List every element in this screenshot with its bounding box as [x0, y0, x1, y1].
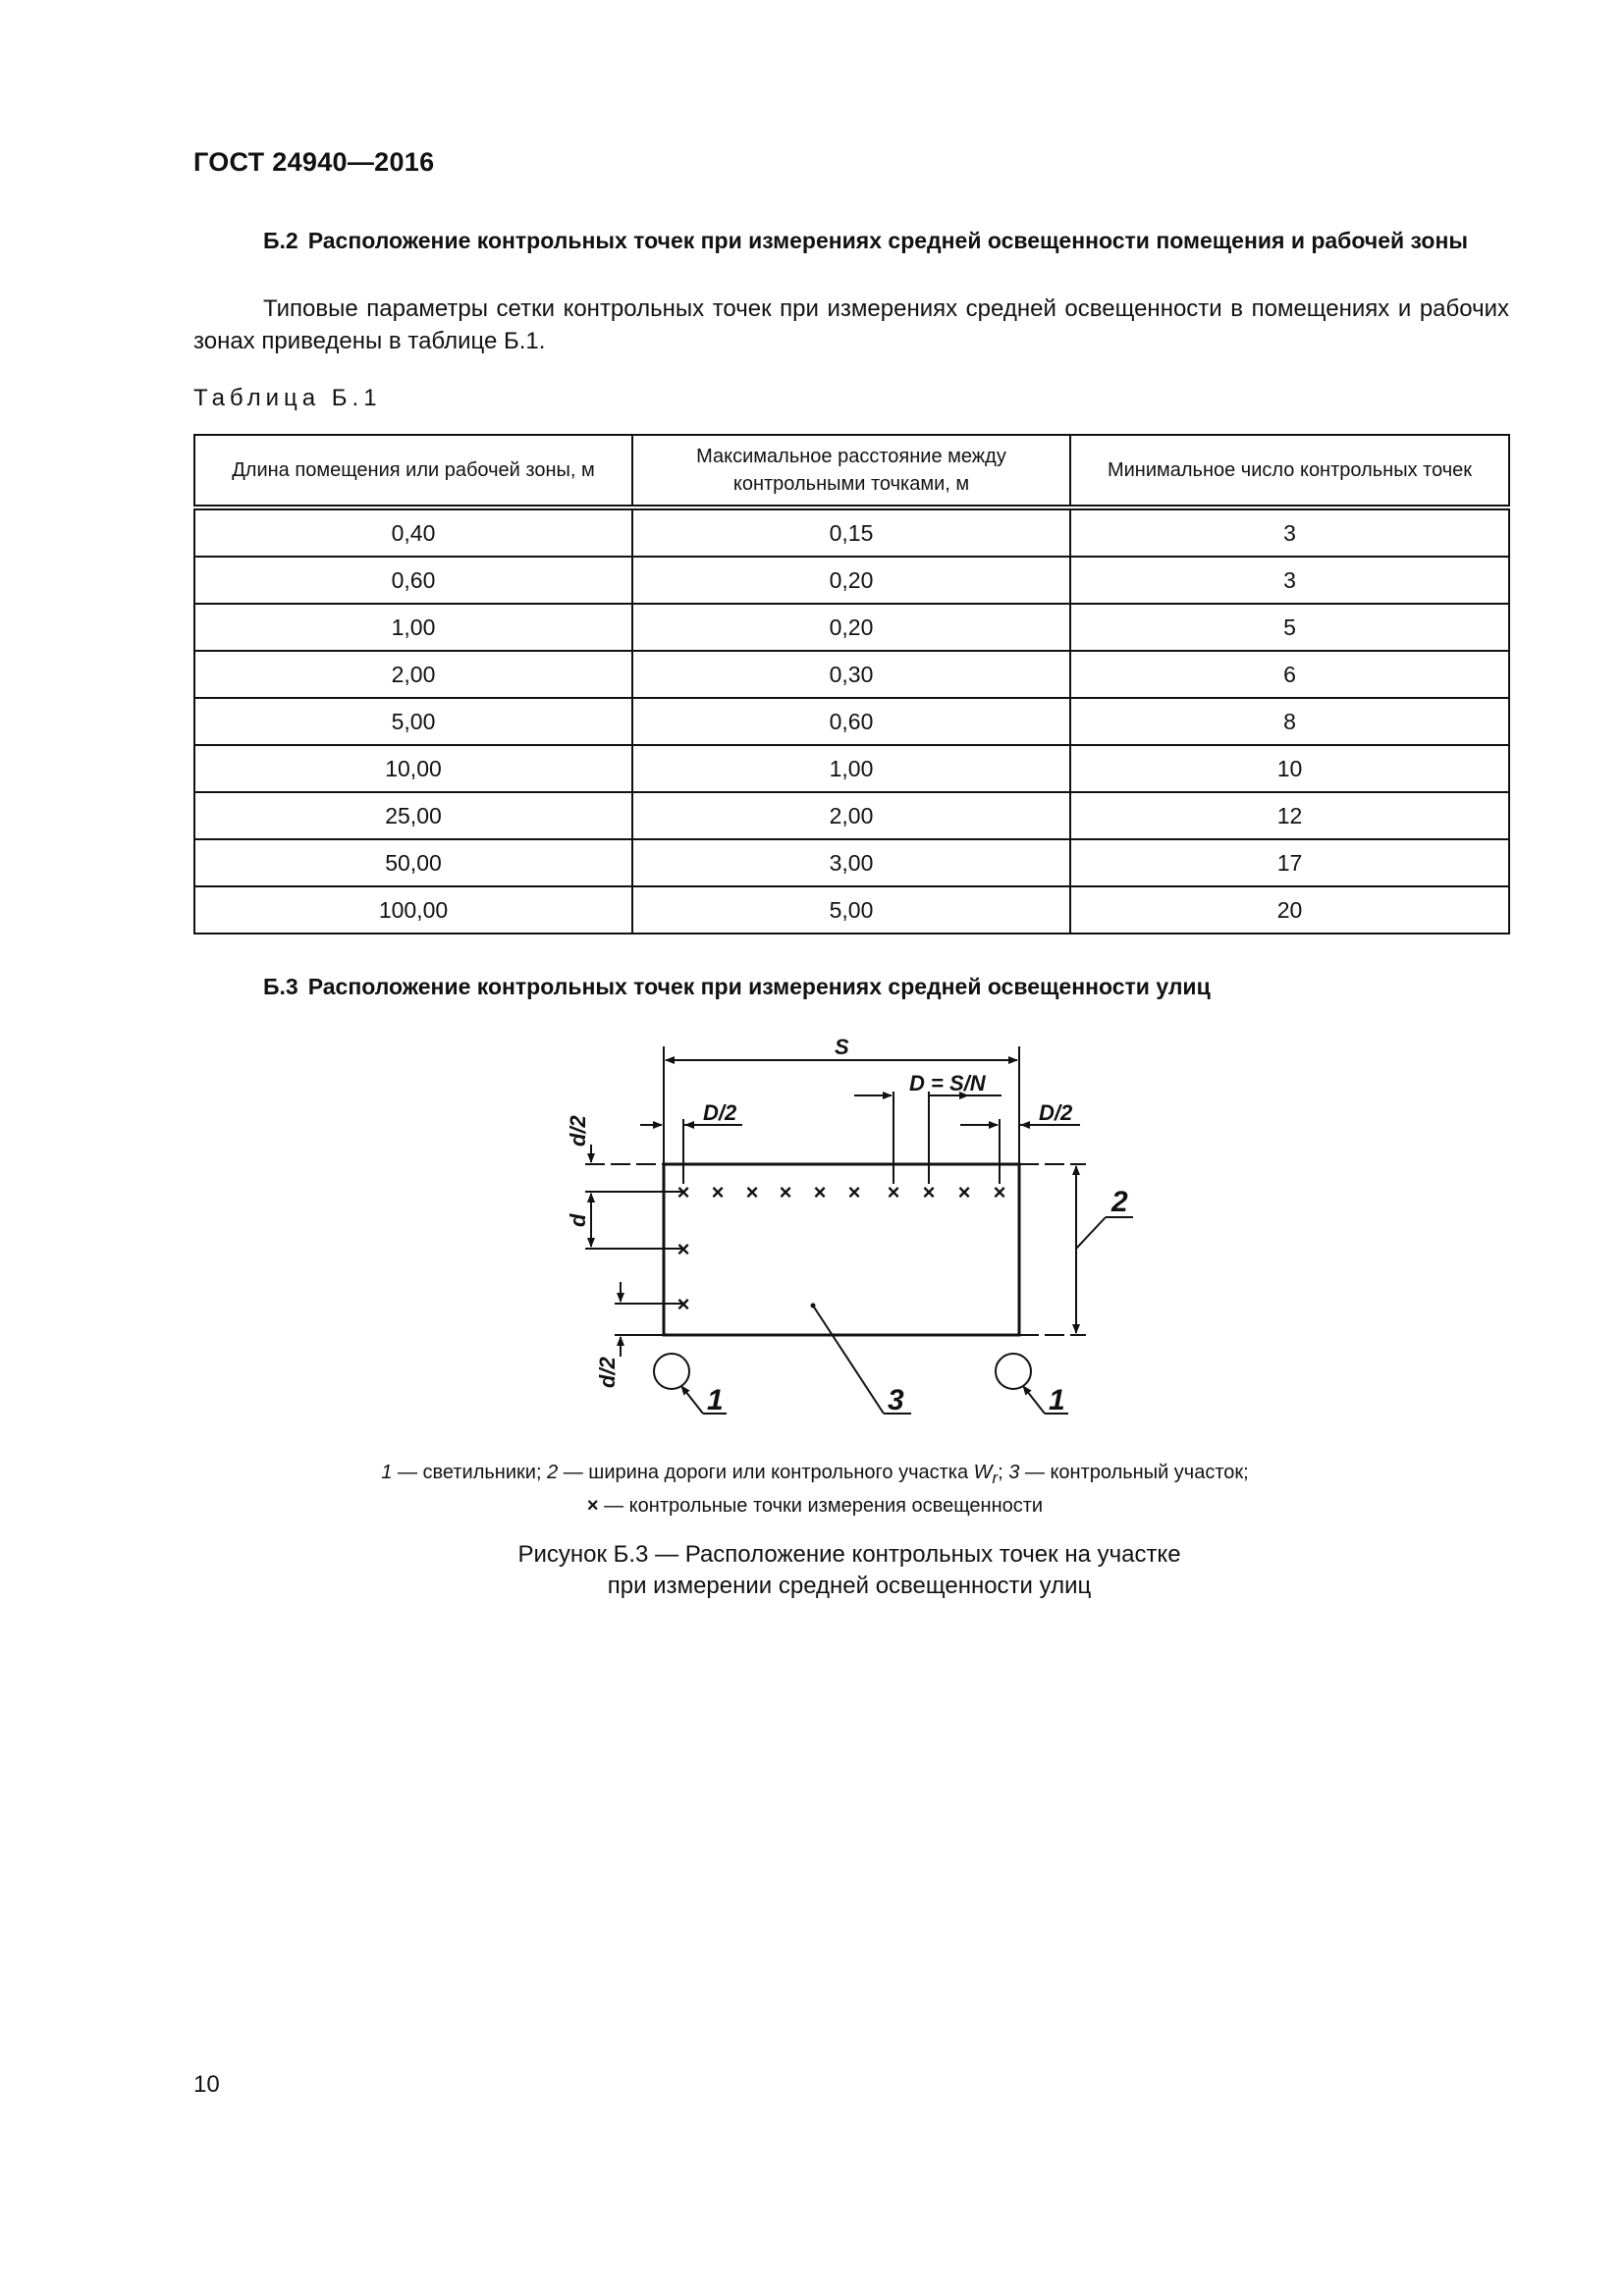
legend-w: W [973, 1462, 993, 1483]
section-b3-title: Расположение контрольных точек при измерениях средней освещенности улиц [307, 974, 1211, 999]
legend-t4: — контрольный участок; [1019, 1462, 1249, 1483]
column-header-min-points: Минимальное число контрольных точек [1070, 435, 1509, 507]
control-point-mark: × [779, 1180, 792, 1204]
figure-legend [295, 1459, 1335, 1520]
control-point-mark: × [957, 1180, 971, 1204]
column-header-max-distance: Максимальное расстояние между контрольными точками, м [632, 435, 1070, 507]
cell-max-distance: 0,30 [632, 651, 1070, 698]
legend-w-sub: r [992, 1468, 999, 1487]
cell-max-distance: 0,20 [632, 604, 1070, 651]
cell-min-points: 5 [1070, 604, 1509, 651]
cell-length: 0,60 [194, 557, 632, 604]
section-b3-heading [263, 971, 1510, 1002]
cell-length: 1,00 [194, 604, 632, 651]
table-row [194, 507, 1509, 557]
table-row [194, 651, 1509, 698]
legend-t1: — светильники; [392, 1462, 548, 1483]
label-half-d-left: D/2 [703, 1100, 737, 1125]
table-row [194, 839, 1509, 886]
legend-t2: — ширина дороги или контрольного участка [558, 1462, 974, 1483]
control-area-point [811, 1304, 816, 1308]
legend-line-2 [295, 1492, 1335, 1520]
label-s: S [835, 1035, 849, 1059]
table-b1 [193, 434, 1510, 934]
table-b1-caption: Таблица Б.1 [193, 385, 382, 411]
cell-length: 0,40 [194, 507, 632, 557]
cell-max-distance: 0,20 [632, 557, 1070, 604]
legend-n1: 1 [381, 1462, 393, 1483]
cell-min-points: 3 [1070, 507, 1509, 557]
cell-min-points: 3 [1070, 557, 1509, 604]
figure-b3-diagram [550, 1021, 1159, 1433]
section-b2-number: Б.2 [263, 228, 298, 253]
luminaire-right [996, 1354, 1031, 1389]
section-b3-number: Б.3 [263, 974, 298, 999]
callout-1-right: 1 [1049, 1384, 1065, 1416]
legend-n2: 2 [547, 1462, 559, 1483]
label-half-d-right: D/2 [1039, 1100, 1073, 1125]
control-point-mark: × [847, 1180, 861, 1204]
control-point-mark: × [677, 1237, 690, 1261]
column-header-length: Длина помещения или рабочей зоны, м [194, 435, 632, 507]
cell-max-distance: 1,00 [632, 745, 1070, 792]
cell-max-distance: 0,60 [632, 698, 1070, 745]
callout-1-left: 1 [707, 1384, 724, 1416]
legend-n3: 3 [1008, 1462, 1020, 1483]
table-row [194, 792, 1509, 839]
cell-min-points: 10 [1070, 745, 1509, 792]
cell-min-points: 8 [1070, 698, 1509, 745]
label-d-half-bottom: d/2 [595, 1357, 620, 1388]
section-b2-paragraph: Типовые параметры сетки контрольных точек при измерениях средней освещенности в помещениях и рабочих зонах приведены в таблице Б.1. [193, 295, 1509, 354]
control-point-mark: × [922, 1180, 936, 1204]
legend-t3: ; [998, 1462, 1009, 1483]
cell-max-distance: 3,00 [632, 839, 1070, 886]
control-point-mark: × [887, 1180, 900, 1204]
table-row [194, 557, 1509, 604]
control-point-mark: × [677, 1292, 690, 1316]
cell-max-distance: 0,15 [632, 507, 1070, 557]
table-row [194, 886, 1509, 934]
cell-length: 50,00 [194, 839, 632, 886]
cell-length: 10,00 [194, 745, 632, 792]
label-d: d [566, 1213, 590, 1227]
cell-min-points: 12 [1070, 792, 1509, 839]
control-point-mark: × [745, 1180, 759, 1204]
cell-max-distance: 2,00 [632, 792, 1070, 839]
control-point-mark: × [993, 1180, 1006, 1204]
control-point-mark: × [813, 1180, 827, 1204]
page-number: 10 [193, 2071, 220, 2098]
figure-caption-line-2: при измерении средней освещенности улиц [607, 1573, 1092, 1599]
cell-length: 100,00 [194, 886, 632, 934]
control-point-mark: × [711, 1180, 725, 1204]
section-b2-heading [263, 225, 1510, 256]
label-d-formula: D = S/N [909, 1071, 986, 1095]
standard-header: ГОСТ 24940—2016 [193, 147, 435, 177]
table-row [194, 745, 1509, 792]
cell-min-points: 17 [1070, 839, 1509, 886]
figure-caption-line-1: Рисунок Б.3 — Расположение контрольных точек на участке [517, 1541, 1181, 1568]
cell-min-points: 20 [1070, 886, 1509, 934]
legend-t5: — контрольные точки измерения освещенности [598, 1495, 1044, 1517]
table-header-row [194, 435, 1509, 507]
legend-line-1 [295, 1459, 1335, 1492]
cell-length: 25,00 [194, 792, 632, 839]
callout-2: 2 [1111, 1186, 1128, 1218]
cell-max-distance: 5,00 [632, 886, 1070, 934]
cross-icon: × [586, 1495, 599, 1517]
table-row [194, 698, 1509, 745]
section-b2-title: Расположение контрольных точек при измерениях средней освещенности помещения и рабочей зоны [307, 228, 1468, 253]
cell-length: 5,00 [194, 698, 632, 745]
callout-3: 3 [888, 1384, 904, 1416]
label-d-half-top: d/2 [566, 1115, 590, 1147]
cell-length: 2,00 [194, 651, 632, 698]
table-row [194, 604, 1509, 651]
luminaire-left [654, 1354, 689, 1389]
cell-min-points: 6 [1070, 651, 1509, 698]
control-point-mark: × [677, 1180, 690, 1204]
figure-caption [393, 1539, 1306, 1602]
